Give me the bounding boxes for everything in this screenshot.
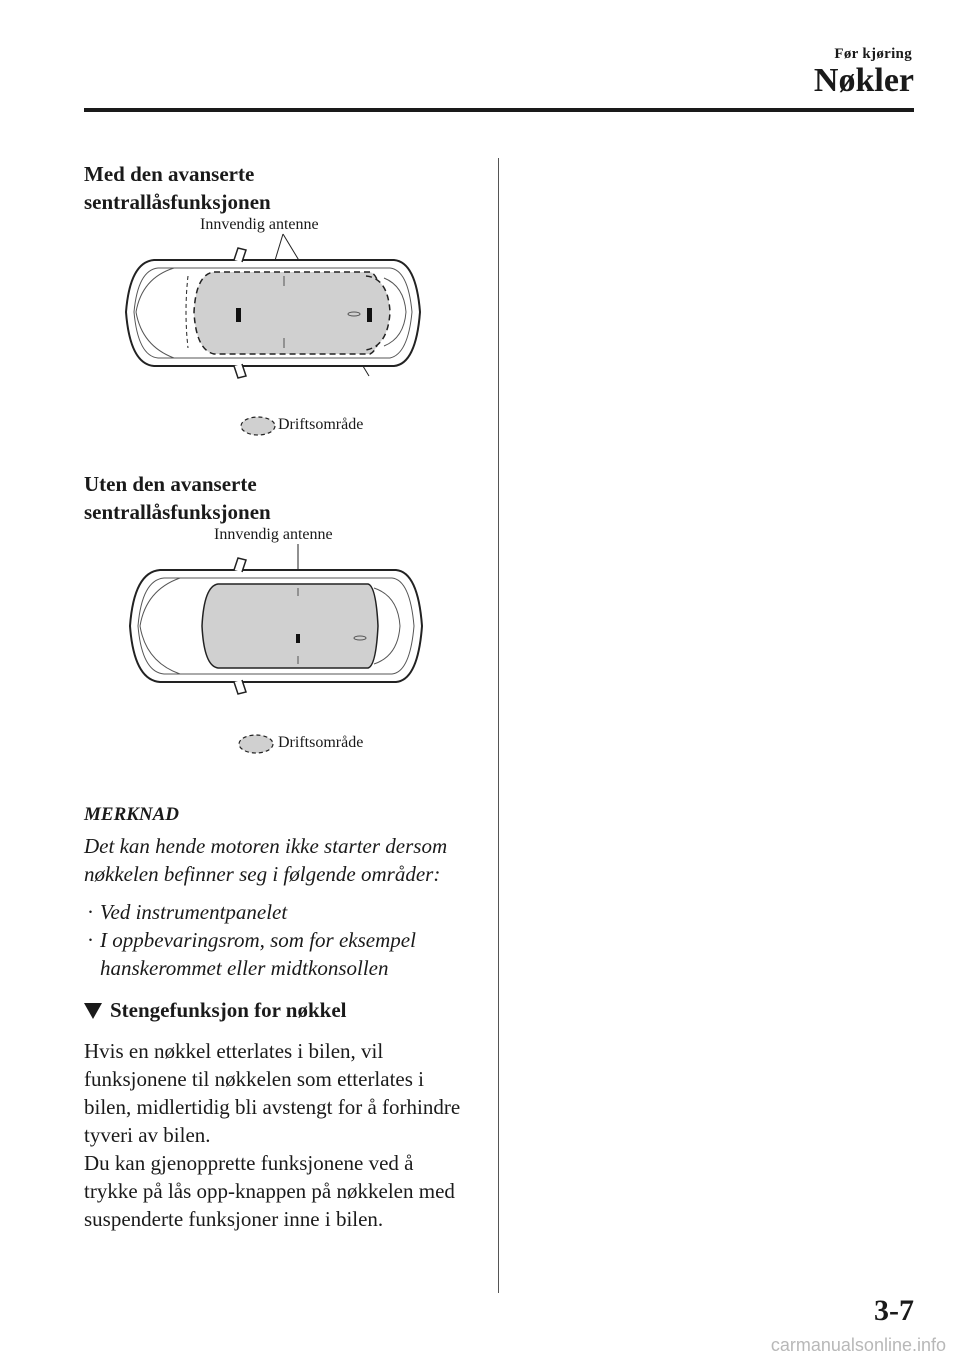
car-diagram-top-view [84, 526, 464, 788]
legend-label: Driftsområde [278, 416, 364, 433]
body-paragraph: Du kan gjenopprette funksjonene ved å trykke på lås opp-knappen på nøkkelen med suspenderte funksjoner inne i bilen. [84, 1151, 455, 1231]
watermark: carmanualsonline.info [770, 1335, 946, 1355]
left-column [84, 160, 464, 1233]
column-divider [498, 158, 499, 1293]
car-diagram-top-view [84, 216, 464, 470]
list-item: · Ved instrumentpanelet [87, 900, 288, 924]
body-paragraph: Hvis en nøkkel etterlates i bilen, vil funksjonene til nøkkelen som etterlates i bilen, midlertidig bli avstengt for å forhindre tyveri av bilen. [84, 1039, 461, 1147]
note-block [84, 802, 464, 982]
figure2-heading: Uten den avanserte sentrallåsfunksjonen [84, 472, 271, 524]
header-section-label: Før kjøring [834, 46, 912, 62]
operating-area [202, 584, 378, 668]
note-text: Det kan hende motoren ikke starter dersom nøkkelen befinner seg i følgende områder: [84, 834, 448, 886]
page-title: Nøkler [813, 62, 914, 99]
list-item: · I oppbevaringsrom, som for eksempel hanskerommet eller midtkonsollen [87, 928, 416, 980]
antenna-label: Innvendig antenne [200, 216, 319, 233]
legend-swatch [241, 417, 275, 435]
figure-with-advanced-locking [84, 216, 464, 470]
antenna-marker [367, 308, 372, 322]
subsection-title: Stengefunksjon for nøkkel [110, 998, 347, 1022]
subsection-heading [84, 998, 464, 1023]
figure1-heading: Med den avanserte sentrallåsfunksjonen [84, 162, 271, 214]
operating-area [194, 272, 384, 354]
figure-without-advanced-locking [84, 526, 464, 788]
antenna-marker [236, 308, 241, 322]
antenna-marker [296, 634, 300, 643]
note-title: MERKNAD [84, 804, 180, 825]
antenna-label: Innvendig antenne [214, 526, 333, 543]
triangle-marker-icon [84, 1003, 102, 1019]
page-number: 3-7 [874, 1294, 914, 1327]
note-bullets [84, 898, 464, 982]
header-rule [84, 108, 914, 112]
legend-label: Driftsområde [278, 734, 364, 751]
legend-swatch [239, 735, 273, 753]
